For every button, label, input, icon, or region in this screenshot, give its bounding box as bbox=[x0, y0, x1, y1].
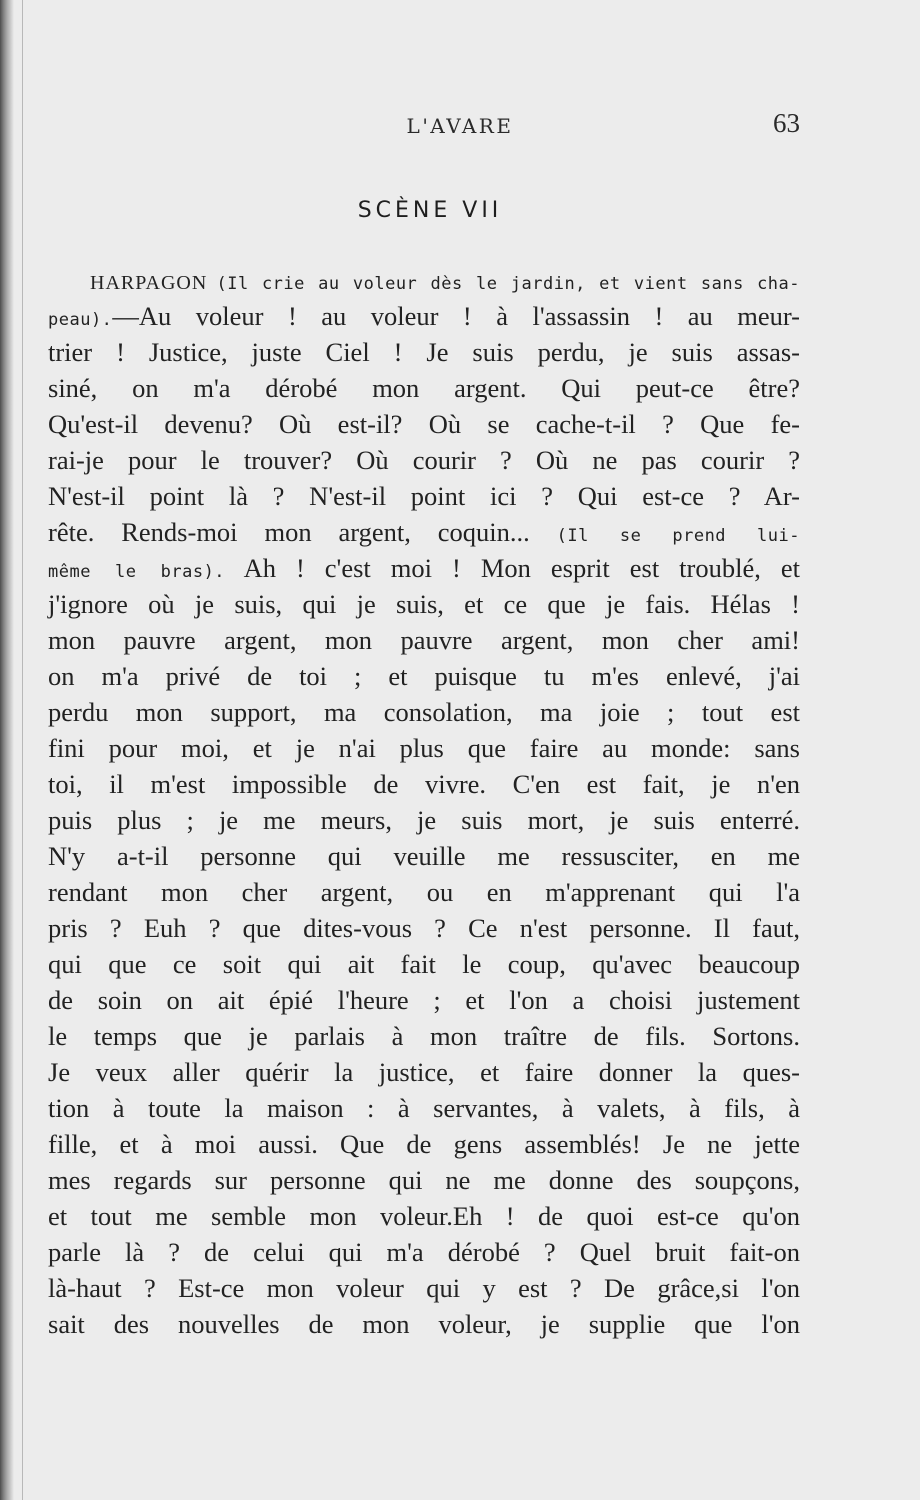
text-line: trier ! Justice, juste Ciel ! Je suis perdu, je suis assas- bbox=[48, 337, 800, 367]
text-line: toi, il m'est impossible de vivre. C'en est fait, je n'en bbox=[48, 769, 800, 799]
binding-shadow bbox=[0, 0, 14, 1500]
page-number: 63 bbox=[773, 108, 800, 138]
text-line: là-haut ? Est-ce mon voleur qui y est ? De grâce,si l'on bbox=[48, 1273, 800, 1303]
text-line: mes regards sur personne qui ne me donne des soupçons, bbox=[48, 1165, 800, 1195]
stage-direction: (Il crie au voleur dès le jardin, et vient sans cha- bbox=[216, 274, 801, 294]
text-line: parle là ? de celui qui m'a dérobé ? Quel bruit fait-on bbox=[48, 1237, 800, 1267]
text-line: N'y a-t-il personne qui veuille me ressusciter, en me bbox=[48, 841, 800, 871]
stage-direction: même le bras). bbox=[48, 562, 226, 582]
running-head bbox=[60, 108, 800, 144]
dialogue-text: Ah ! c'est moi ! Mon esprit est troublé, et bbox=[225, 553, 800, 583]
text-line-1 bbox=[48, 262, 800, 298]
dialogue-text: —Au voleur ! au voleur ! à l'assassin ! au meur- bbox=[112, 301, 800, 331]
text-line: sait des nouvelles de mon voleur, je supplie que l'on bbox=[48, 1309, 800, 1339]
text-line: N'est-il point là ? N'est-il point ici ? Qui est-ce ? Ar- bbox=[48, 481, 800, 511]
text-line: j'ignore où je suis, qui je suis, et ce que je fais. Hélas ! bbox=[48, 589, 800, 619]
text-line-2 bbox=[48, 298, 800, 334]
text-line: de soin on ait épié l'heure ; et l'on a choisi justement bbox=[48, 985, 800, 1015]
running-title: L'AVARE bbox=[406, 114, 514, 138]
scene-title: SCÈNE VII bbox=[357, 198, 503, 223]
text-line: tion à toute la maison : à servantes, à valets, à fils, à bbox=[48, 1093, 800, 1123]
text-line: siné, on m'a dérobé mon argent. Qui peut-ce être? bbox=[48, 373, 800, 403]
dialogue-text: rête. Rends-moi mon argent, coquin... bbox=[48, 517, 557, 547]
binding-line bbox=[22, 0, 23, 1500]
speaker-name: HARPAGON bbox=[90, 272, 208, 294]
text-line: et tout me semble mon voleur.Eh ! de quoi est-ce qu'on bbox=[48, 1201, 800, 1231]
stage-direction: peau). bbox=[48, 310, 113, 330]
text-line: rai-je pour le trouver? Où courir ? Où ne pas courir ? bbox=[48, 445, 800, 475]
text-line: Qu'est-il devenu? Où est-il? Où se cache-t-il ? Que fe- bbox=[48, 409, 800, 439]
scene-text bbox=[48, 262, 800, 1342]
text-line-after-stage bbox=[48, 550, 800, 586]
text-line: mon pauvre argent, mon pauvre argent, mon cher ami! bbox=[48, 625, 800, 655]
text-line: Je veux aller quérir la justice, et faire donner la ques- bbox=[48, 1057, 800, 1087]
text-line: on m'a privé de toi ; et puisque tu m'es enlevé, j'ai bbox=[48, 661, 800, 691]
text-line: rendant mon cher argent, ou en m'apprenant qui l'a bbox=[48, 877, 800, 907]
text-line: fille, et à moi aussi. Que de gens assemblés! Je ne jette bbox=[48, 1129, 800, 1159]
text-line: qui que ce soit qui ait fait le coup, qu'avec beaucoup bbox=[48, 949, 800, 979]
text-line-with-stage bbox=[48, 514, 800, 550]
text-line: puis plus ; je me meurs, je suis mort, je suis enterré. bbox=[48, 805, 800, 835]
stage-direction: (Il se prend lui- bbox=[556, 526, 800, 546]
text-line: le temps que je parlais à mon traître de fils. Sortons. bbox=[48, 1021, 800, 1051]
text-line: pris ? Euh ? que dites-vous ? Ce n'est personne. Il faut, bbox=[48, 913, 800, 943]
text-line: fini pour moi, et je n'ai plus que faire au monde: sans bbox=[48, 733, 800, 763]
text-line: perdu mon support, ma consolation, ma joie ; tout est bbox=[48, 697, 800, 727]
